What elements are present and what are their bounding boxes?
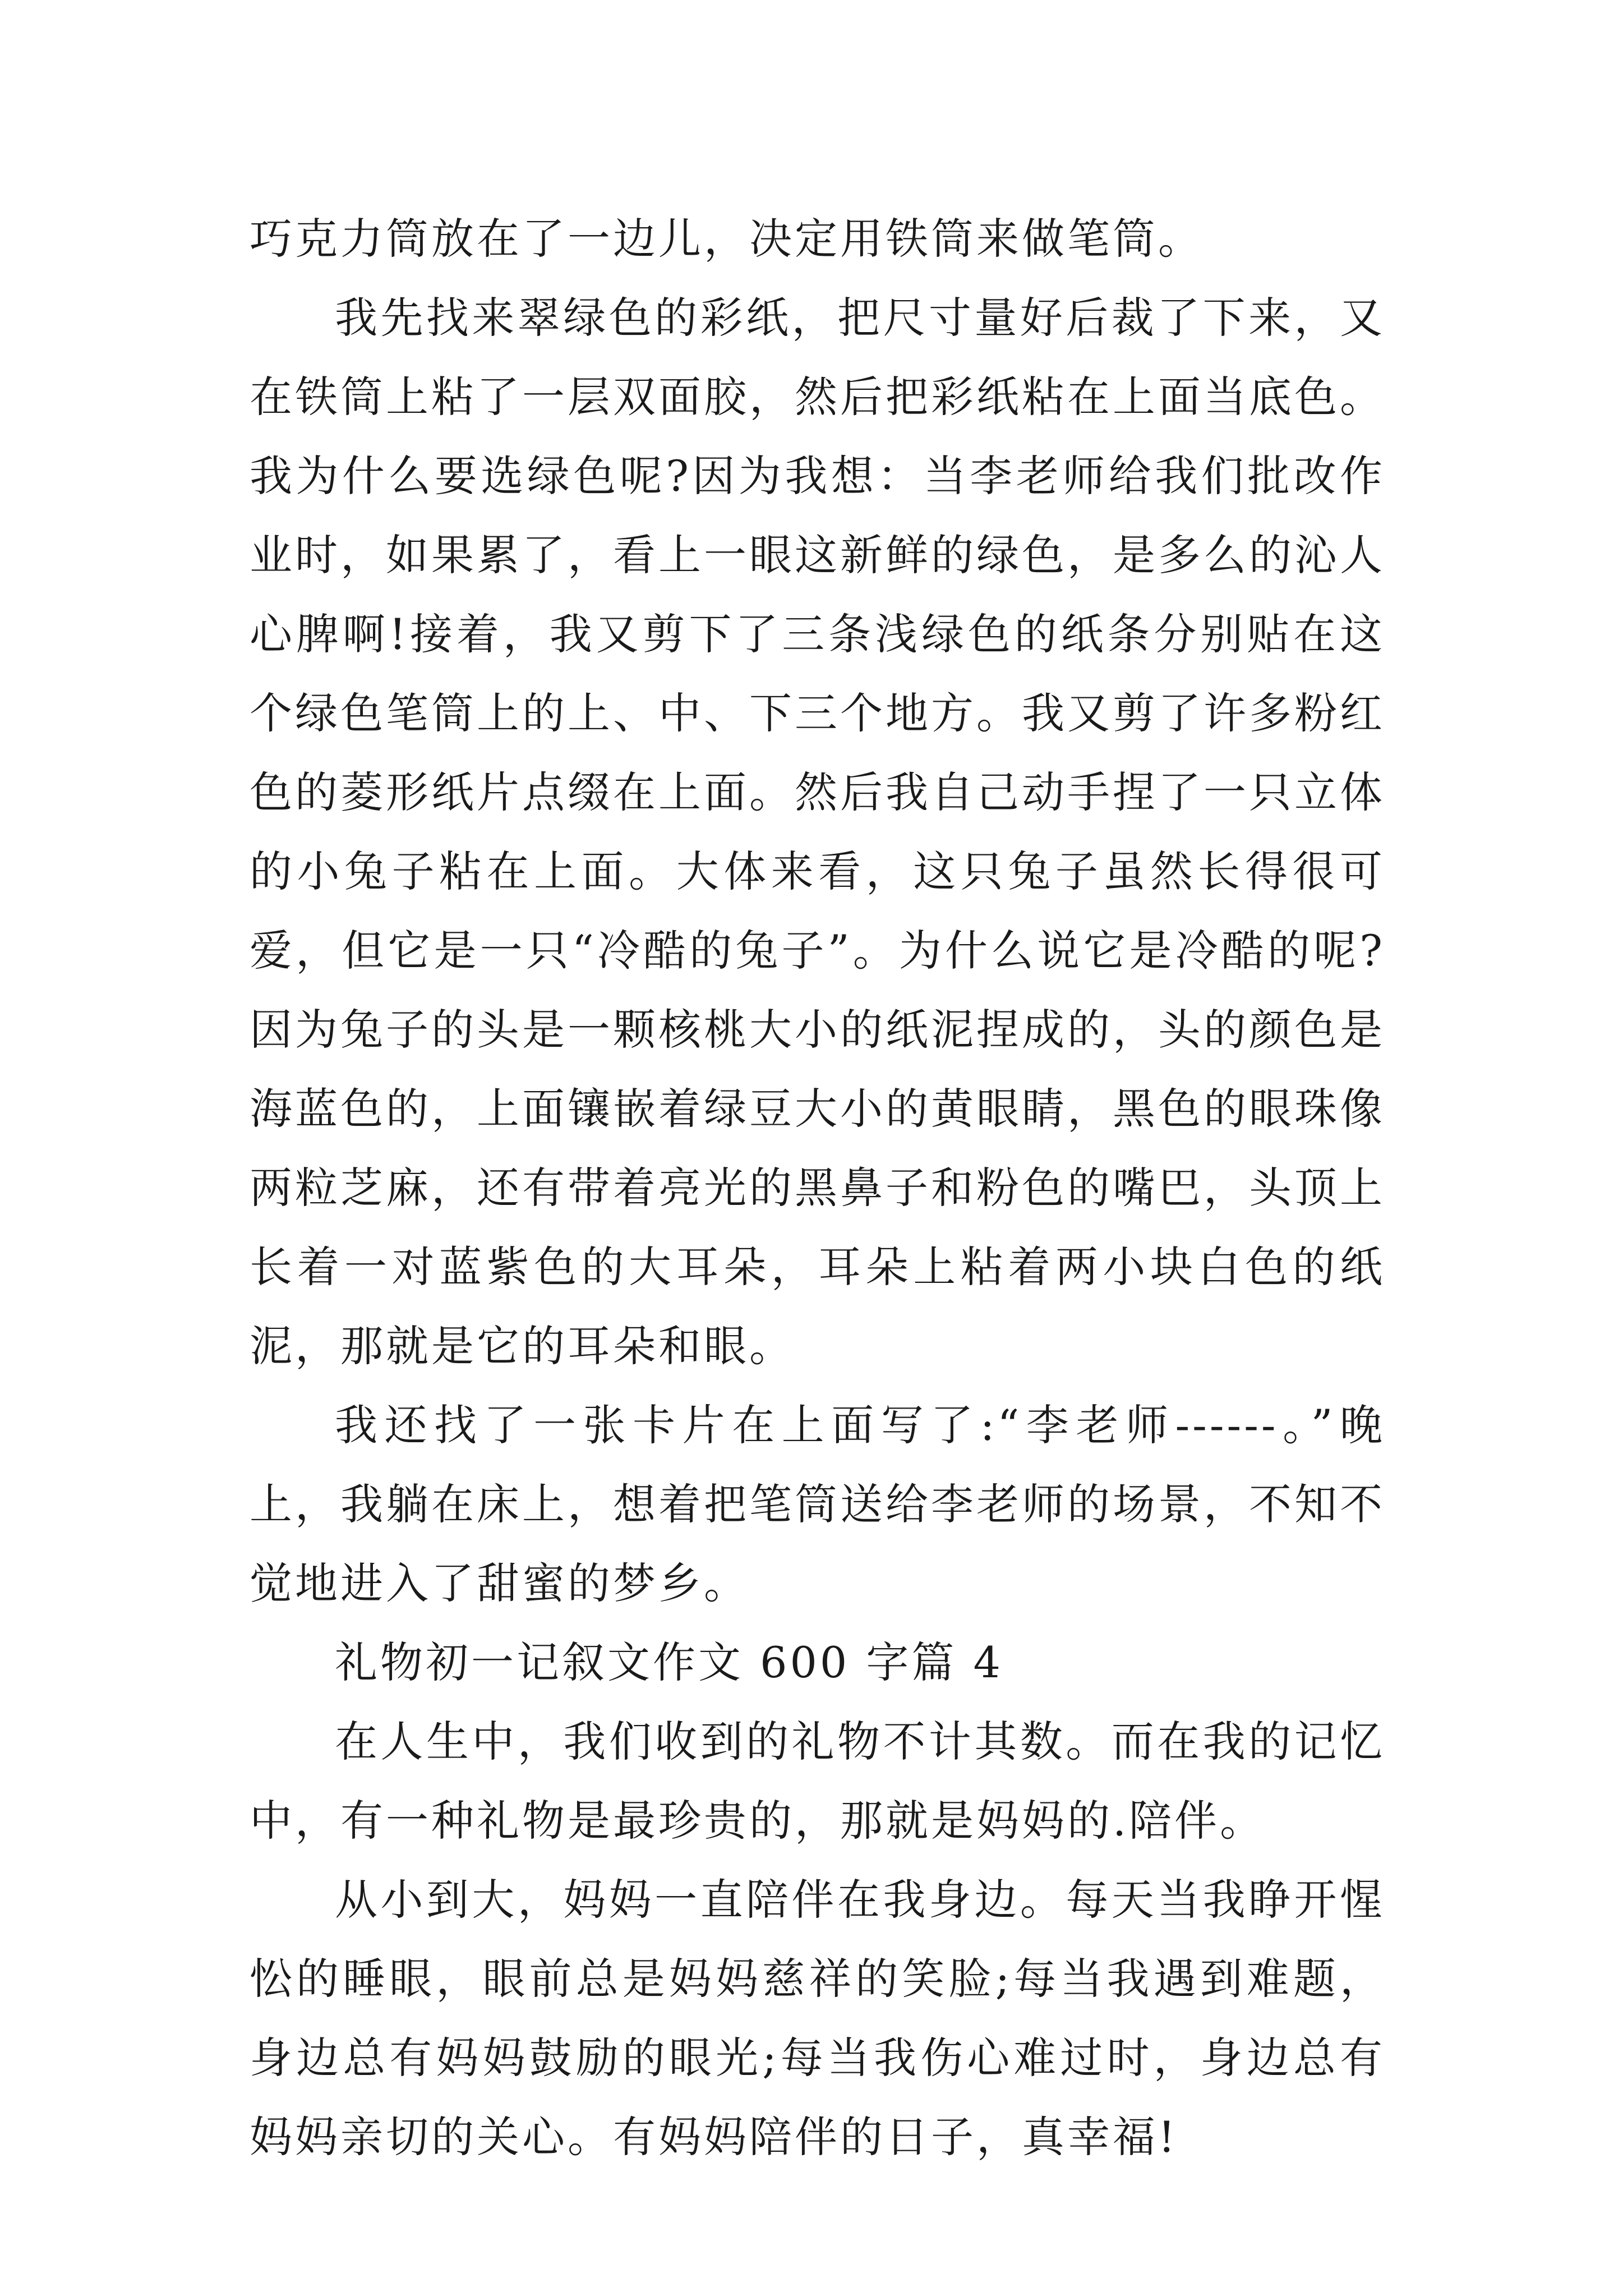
paragraph-pen-holder-decoration: 我先找来翠绿色的彩纸，把尺寸量好后裁了下来，又在铁筒上粘了一层双面胶，然后把彩纸粘在上面当底色。我为什么要选绿色呢?因为我想：当李老师给我们批改作业时，如果累了，看上一眼这新鲜的绿色，是多么的沁人心脾啊!接着，我又剪下了三条浅绿色的纸条分别贴在这个绿色笔筒上的上、中、下三个地方。我又剪了许多粉红色的菱形纸片点缀在上面。然后我自己动手捏了一只立体的小兔子粘在上面。大体来看，这只兔子虽然长得很可爱，但它是一只“冷酷的兔子”。为什么说它是冷酷的呢?因为兔子的头是一颗核桃大小的纸泥捏成的，头的颜色是海蓝色的，上面镶嵌着绿豆大小的黄眼睛，黑色的眼珠像两粒芝麻，还有带着亮光的黑鼻子和粉色的嘴巴，头顶上长着一对蓝紫色的大耳朵，耳朵上粘着两小块白色的纸泥，那就是它的耳朵和眼。 [250,293,1385,1371]
paragraph-continuation: 巧克力筒放在了一边儿，决定用铁筒来做笔筒。 [250,214,1204,264]
paragraph-precious-gift: 在人生中，我们收到的礼物不计其数。而在我的记忆中，有一种礼物是最珍贵的，那就是妈妈的.陪伴。 [250,1717,1385,1846]
section-heading: 礼物初一记叙文作文 600 字篇 4 [335,1637,1003,1687]
paragraph-card-message: 我还找了一张卡片在上面写了:“李老师------。”晚上，我躺在床上，想着把笔筒送给李老师的场景，不知不觉地进入了甜蜜的梦乡。 [250,1400,1385,1608]
paragraph-mother-company: 从小到大，妈妈一直陪伴在我身边。每天当我睁开惺忪的睡眼，眼前总是妈妈慈祥的笑脸;每当我遇到难题，身边总有妈妈鼓励的眼光;每当我伤心难过时，身边总有妈妈亲切的关心。有妈妈陪伴的日子，真幸福! [250,1875,1385,2162]
document-body [250,199,1385,2177]
